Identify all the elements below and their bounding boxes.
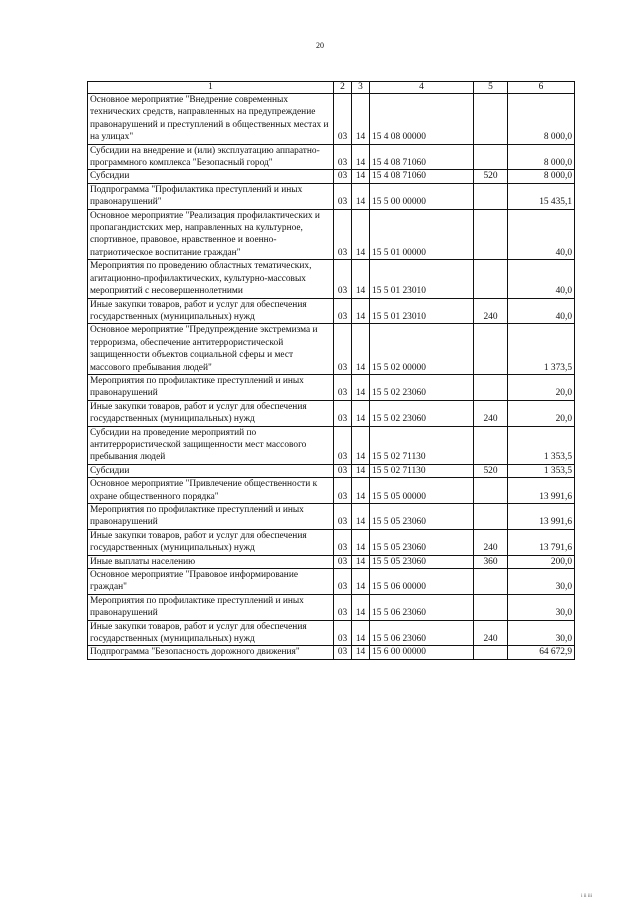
table-row <box>88 183 575 209</box>
row-amount-cell: 30,0 <box>508 594 575 620</box>
row-expense-type-cell <box>474 478 508 504</box>
row-target-article-cell: 15 5 00 00000 <box>370 183 474 209</box>
row-subsection-cell: 14 <box>352 529 370 555</box>
row-target-article-cell: 15 5 02 71130 <box>370 464 474 477</box>
row-amount-cell: 13 991,6 <box>508 478 575 504</box>
table-row <box>88 555 575 568</box>
row-amount-cell: 30,0 <box>508 569 575 595</box>
row-subsection-cell: 14 <box>352 260 370 298</box>
row-subsection-cell: 14 <box>352 594 370 620</box>
table-row <box>88 94 575 145</box>
row-section-cell: 03 <box>334 170 352 183</box>
row-subsection-cell: 14 <box>352 620 370 646</box>
row-amount-cell: 8 000,0 <box>508 170 575 183</box>
row-section-cell: 03 <box>334 183 352 209</box>
row-name-cell: Основное мероприятие "Предупреждение экстремизма и терроризма, обеспечение антитеррористической защищенности объектов социальной сферы и мест массового пребывания людей" <box>88 324 334 375</box>
table-row <box>88 260 575 298</box>
row-section-cell: 03 <box>334 324 352 375</box>
row-amount-cell: 8 000,0 <box>508 94 575 145</box>
row-amount-cell: 1 373,5 <box>508 324 575 375</box>
table-row <box>88 298 575 324</box>
row-amount-cell: 40,0 <box>508 260 575 298</box>
row-expense-type-cell <box>474 183 508 209</box>
row-name-cell: Подпрограмма "Профилактика преступлений и иных правонарушений" <box>88 183 334 209</box>
row-target-article-cell: 15 5 01 23010 <box>370 260 474 298</box>
row-name-cell: Основное мероприятие "Привлечение общественности к охране общественного порядка" <box>88 478 334 504</box>
row-subsection-cell: 14 <box>352 569 370 595</box>
row-subsection-cell: 14 <box>352 209 370 260</box>
row-section-cell: 03 <box>334 529 352 555</box>
row-subsection-cell: 14 <box>352 324 370 375</box>
row-subsection-cell: 14 <box>352 464 370 477</box>
table-row <box>88 324 575 375</box>
row-target-article-cell: 15 5 01 00000 <box>370 209 474 260</box>
row-name-cell: Иные закупки товаров, работ и услуг для обеспечения государственных (муниципальных) нужд <box>88 620 334 646</box>
row-target-article-cell: 15 5 05 23060 <box>370 529 474 555</box>
row-name-cell: Иные закупки товаров, работ и услуг для обеспечения государственных (муниципальных) нужд <box>88 529 334 555</box>
row-name-cell: Субсидии на проведение мероприятий по антитеррористической защищенности мест массового пребывания людей <box>88 426 334 464</box>
row-section-cell: 03 <box>334 298 352 324</box>
row-expense-type-cell <box>474 594 508 620</box>
row-amount-cell: 13 991,6 <box>508 504 575 530</box>
header-cell-subsection: 3 <box>352 82 370 94</box>
row-section-cell: 03 <box>334 209 352 260</box>
row-subsection-cell: 14 <box>352 183 370 209</box>
row-expense-type-cell <box>474 144 508 170</box>
row-target-article-cell: 15 5 02 00000 <box>370 324 474 375</box>
row-expense-type-cell: 240 <box>474 400 508 426</box>
row-section-cell: 03 <box>334 94 352 145</box>
row-amount-cell: 64 672,9 <box>508 646 575 659</box>
row-expense-type-cell <box>474 94 508 145</box>
header-cell-target-article: 4 <box>370 82 474 94</box>
table-row <box>88 504 575 530</box>
row-subsection-cell: 14 <box>352 374 370 400</box>
row-section-cell: 03 <box>334 464 352 477</box>
row-section-cell: 03 <box>334 646 352 659</box>
row-target-article-cell: 15 5 02 23060 <box>370 400 474 426</box>
row-target-article-cell: 15 5 06 23060 <box>370 620 474 646</box>
row-amount-cell: 200,0 <box>508 555 575 568</box>
row-name-cell: Основное мероприятие "Правовое информирование граждан" <box>88 569 334 595</box>
row-subsection-cell: 14 <box>352 504 370 530</box>
header-cell-section: 2 <box>334 82 352 94</box>
row-section-cell: 03 <box>334 504 352 530</box>
budget-table <box>87 81 575 660</box>
row-section-cell: 03 <box>334 374 352 400</box>
row-name-cell: Субсидии <box>88 170 334 183</box>
row-section-cell: 03 <box>334 260 352 298</box>
row-name-cell: Иные закупки товаров, работ и услуг для обеспечения государственных (муниципальных) нужд <box>88 298 334 324</box>
row-name-cell: Субсидии на внедрение и (или) эксплуатацию аппаратно-программного комплекса "Безопасный город" <box>88 144 334 170</box>
header-cell-expense-type: 5 <box>474 82 508 94</box>
row-amount-cell: 8 000,0 <box>508 144 575 170</box>
table-body <box>88 94 575 660</box>
row-amount-cell: 40,0 <box>508 298 575 324</box>
row-target-article-cell: 15 5 06 00000 <box>370 569 474 595</box>
row-expense-type-cell: 240 <box>474 620 508 646</box>
table-row <box>88 646 575 659</box>
row-name-cell: Иные выплаты населению <box>88 555 334 568</box>
row-subsection-cell: 14 <box>352 426 370 464</box>
scan-mark: i ii iii <box>581 894 592 899</box>
row-target-article-cell: 15 5 02 23060 <box>370 374 474 400</box>
header-row <box>88 82 575 94</box>
row-expense-type-cell <box>474 569 508 595</box>
table-row <box>88 144 575 170</box>
row-expense-type-cell: 520 <box>474 170 508 183</box>
table-row <box>88 374 575 400</box>
table-row <box>88 569 575 595</box>
row-subsection-cell: 14 <box>352 144 370 170</box>
row-section-cell: 03 <box>334 555 352 568</box>
row-subsection-cell: 14 <box>352 400 370 426</box>
page-number: 20 <box>316 41 324 50</box>
row-expense-type-cell <box>474 646 508 659</box>
table-row <box>88 400 575 426</box>
table-header <box>88 82 575 94</box>
row-amount-cell: 15 435,1 <box>508 183 575 209</box>
row-subsection-cell: 14 <box>352 298 370 324</box>
table-row <box>88 529 575 555</box>
row-amount-cell: 30,0 <box>508 620 575 646</box>
row-section-cell: 03 <box>334 426 352 464</box>
row-expense-type-cell <box>474 426 508 464</box>
row-section-cell: 03 <box>334 569 352 595</box>
row-amount-cell: 13 791,6 <box>508 529 575 555</box>
row-name-cell: Мероприятия по профилактике преступлений и иных правонарушений <box>88 594 334 620</box>
row-subsection-cell: 14 <box>352 555 370 568</box>
row-expense-type-cell <box>474 209 508 260</box>
row-expense-type-cell <box>474 324 508 375</box>
row-amount-cell: 1 353,5 <box>508 464 575 477</box>
row-expense-type-cell: 240 <box>474 529 508 555</box>
row-subsection-cell: 14 <box>352 170 370 183</box>
table-row <box>88 426 575 464</box>
row-name-cell: Субсидии <box>88 464 334 477</box>
table-row <box>88 464 575 477</box>
row-expense-type-cell: 360 <box>474 555 508 568</box>
row-name-cell: Основное мероприятие "Внедрение современных технических средств, направленных на предупреждение правонарушений и преступлений в общественных местах и на улицах" <box>88 94 334 145</box>
row-name-cell: Иные закупки товаров, работ и услуг для обеспечения государственных (муниципальных) нужд <box>88 400 334 426</box>
row-amount-cell: 1 353,5 <box>508 426 575 464</box>
row-section-cell: 03 <box>334 144 352 170</box>
row-target-article-cell: 15 5 05 23060 <box>370 504 474 530</box>
row-name-cell: Подпрограмма "Безопасность дорожного движения" <box>88 646 334 659</box>
row-amount-cell: 40,0 <box>508 209 575 260</box>
row-subsection-cell: 14 <box>352 94 370 145</box>
row-amount-cell: 20,0 <box>508 400 575 426</box>
row-expense-type-cell <box>474 260 508 298</box>
row-section-cell: 03 <box>334 400 352 426</box>
row-target-article-cell: 15 5 05 23060 <box>370 555 474 568</box>
row-expense-type-cell <box>474 374 508 400</box>
table-row <box>88 594 575 620</box>
table-row <box>88 620 575 646</box>
row-target-article-cell: 15 4 08 71060 <box>370 170 474 183</box>
row-expense-type-cell <box>474 504 508 530</box>
row-target-article-cell: 15 5 01 23010 <box>370 298 474 324</box>
header-cell-amount: 6 <box>508 82 575 94</box>
table-row <box>88 170 575 183</box>
row-target-article-cell: 15 5 02 71130 <box>370 426 474 464</box>
table-row <box>88 478 575 504</box>
row-target-article-cell: 15 6 00 00000 <box>370 646 474 659</box>
row-target-article-cell: 15 5 06 23060 <box>370 594 474 620</box>
row-subsection-cell: 14 <box>352 478 370 504</box>
row-name-cell: Мероприятия по профилактике преступлений и иных правонарушений <box>88 374 334 400</box>
row-name-cell: Мероприятия по профилактике преступлений и иных правонарушений <box>88 504 334 530</box>
row-target-article-cell: 15 4 08 00000 <box>370 94 474 145</box>
row-target-article-cell: 15 5 05 00000 <box>370 478 474 504</box>
row-target-article-cell: 15 4 08 71060 <box>370 144 474 170</box>
row-amount-cell: 20,0 <box>508 374 575 400</box>
row-section-cell: 03 <box>334 620 352 646</box>
row-expense-type-cell: 520 <box>474 464 508 477</box>
table-row <box>88 209 575 260</box>
row-expense-type-cell: 240 <box>474 298 508 324</box>
row-section-cell: 03 <box>334 594 352 620</box>
row-subsection-cell: 14 <box>352 646 370 659</box>
row-section-cell: 03 <box>334 478 352 504</box>
row-name-cell: Мероприятия по проведению областных тематических, агитационно-профилактических, культурно-массовых мероприятий с несовершеннолетними <box>88 260 334 298</box>
row-name-cell: Основное мероприятие "Реализация профилактических и пропагандистских мер, направленных на культурное, спортивное, правовое, нравственное и военно-патриотическое воспитание граждан" <box>88 209 334 260</box>
header-cell-name: 1 <box>88 82 334 94</box>
